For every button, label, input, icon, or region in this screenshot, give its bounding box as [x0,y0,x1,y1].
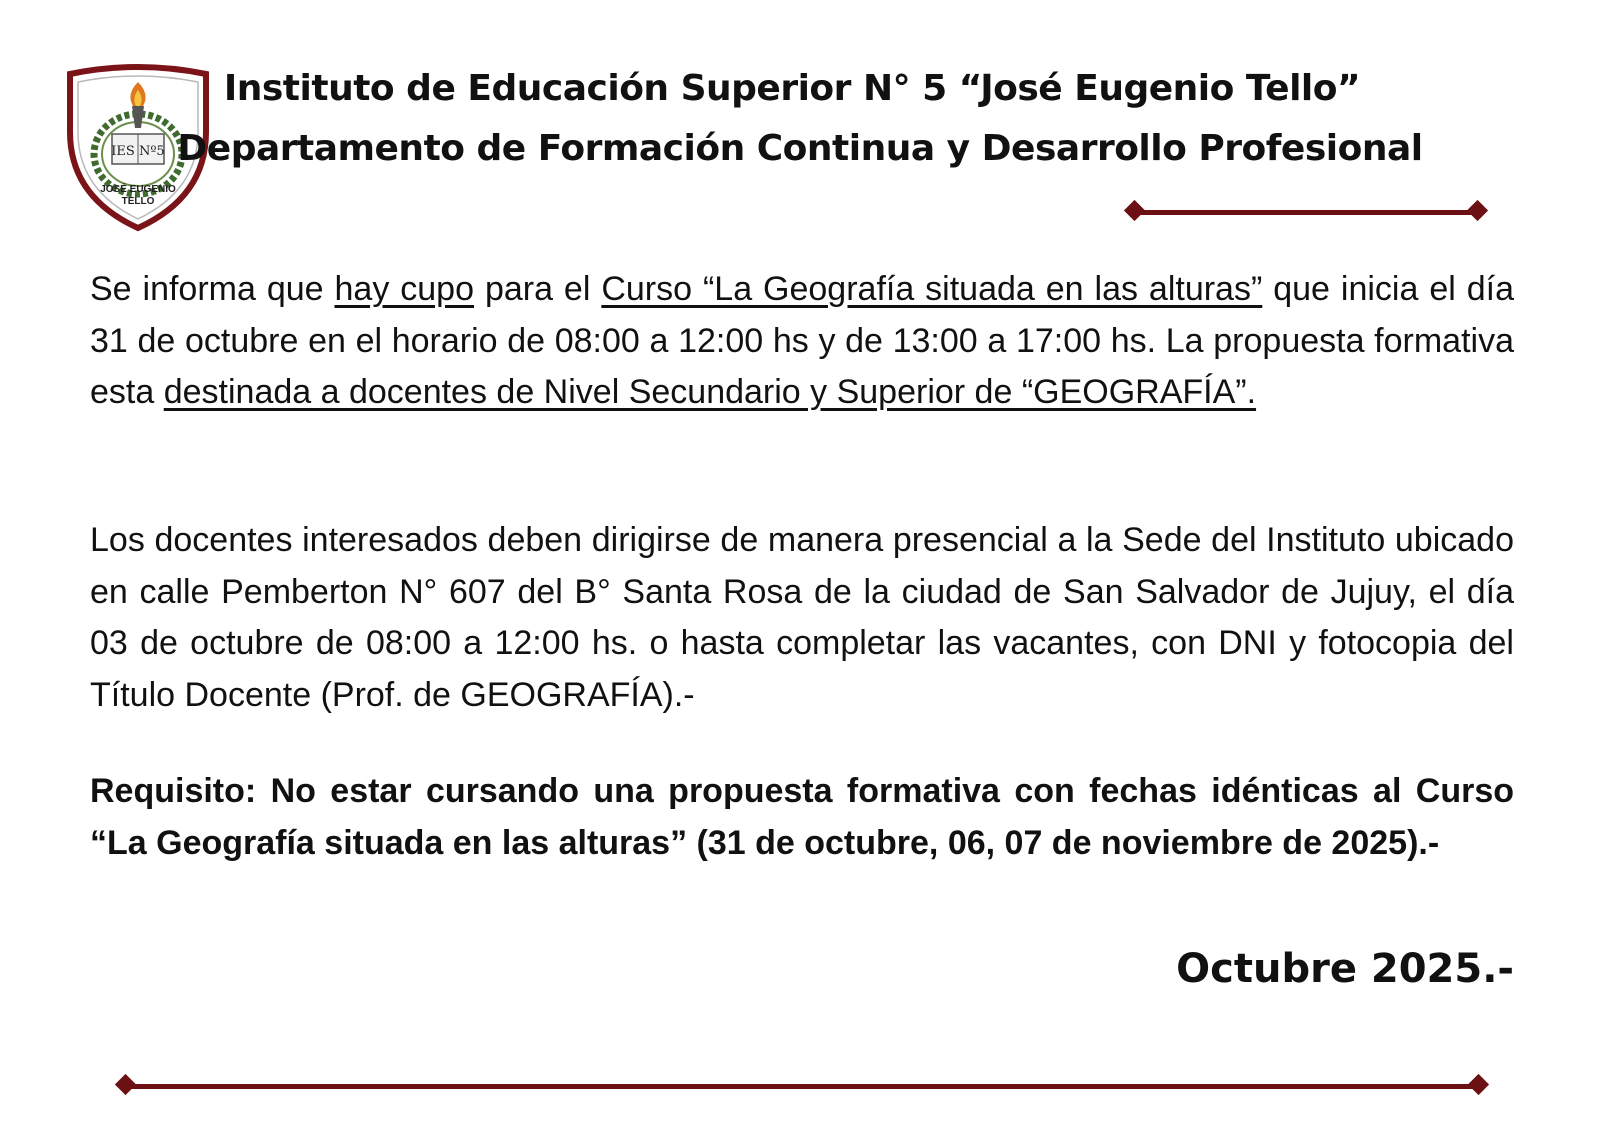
logo-emblem-text: IES Nº5 [111,144,165,159]
logo-name-line2: TELLO [121,196,155,207]
header-divider [1133,210,1479,215]
course-name: Curso “La Geografía situada en las alturas” [601,270,1263,308]
announcement-paragraph: Se informa que hay cupo para el Curso “La Geografía situada en las alturas” que inicia el día 31 de octubre en el horario de 08:00 a 12:00 hs y de 13:00 a 17:00 hs. La propuesta formativa esta destinada a docentes de Nivel Secundario y Superior de “GEOGRAFÍA”. [90,270,1514,411]
diamond-icon [1124,200,1145,221]
target-audience: destinada a docentes de Nivel Secundario y Superior de “GEOGRAFÍA”. [163,373,1257,411]
requirement-paragraph: Requisito: No estar cursando una propuesta formativa con fechas idénticas al Curso “La Geografía situada en las alturas” (31 de octubre, 06, 07 de noviembre de 2025).- [90,772,1514,862]
availability-highlight: hay cupo [334,270,474,308]
diamond-icon [115,1074,136,1095]
diamond-icon [1468,1074,1489,1095]
footer-divider [124,1084,1480,1089]
department-title: Departamento de Formación Continua y Desarrollo Profesional [177,128,1423,169]
document-date: Octubre 2025.- [1176,946,1514,992]
diamond-icon [1467,200,1488,221]
institute-title: Instituto de Educación Superior N° 5 “José Eugenio Tello” [223,68,1361,109]
logo-name-line1: JOSÉ EUGENIO [100,184,176,195]
instructions-paragraph: Los docentes interesados deben dirigirse de manera presencial a la Sede del Instituto ubicado en calle Pemberton N° 607 del B° Santa Rosa de la ciudad de San Salvador de Jujuy, el día 03 de octubre de 08:00 a 12:00 hs. o hasta completar las vacantes, con DNI y fotocopia del Título Docente (Prof. de GEOGRAFÍA).- [90,521,1514,714]
